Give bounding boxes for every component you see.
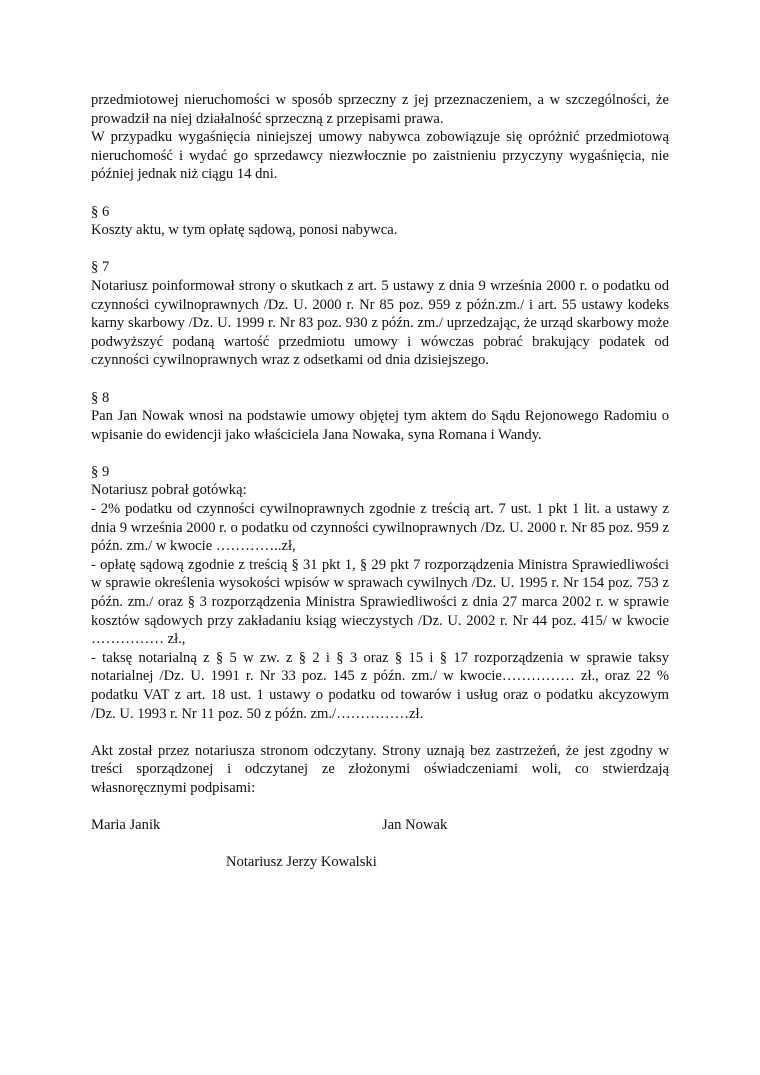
section-9-item-tax: - 2% podatku od czynności cywilnoprawnych zgodnie z treścią art. 7 ust. 1 pkt 1 lit. a ustawy z dnia 9 września 2000 r. o podatku od czynności cywilnoprawnych /Dz. U. 2000 r. Nr 85 poz. 959 z późn. zm./ w kwocie …………..zł, [91,501,669,555]
signature-row [91,816,669,835]
spacer [91,444,669,463]
section-9-item-court-fee: - opłatę sądową zgodnie z treścią § 31 pkt 1, § 29 pkt 7 rozporządzenia Ministra Sprawiedliwości w sprawie określenia wysokości wpisów w sprawach cywilnych /Dz. U. 1995 r. Nr 154 poz. 753 z późn. zm./ oraz § 3 rozporządzenia Ministra Sprawiedliwości z dnia 27 marca 2002 r. w sprawie kosztów sądowych przy zakładaniu ksiąg wieczystych /Dz. U. 2002 r. Nr 44 poz. 415/ w kwocie …………… zł., [91,556,669,648]
spacer [91,723,669,742]
spacer [91,798,669,817]
section-7-heading: § 7 [91,259,110,276]
section-9-heading: § 9 [91,463,110,480]
signature-notary: Notariusz Jerzy Kowalski [226,854,377,871]
section-9-item-notary-fee: - taksę notarialną z § 5 w zw. z § 2 i § 3 oraz § 15 i § 17 rozporządzenia w sprawie taksy notarialnej /Dz. U. 1991 r. Nr 33 poz. 145 z późn. zm./ w kwocie…………… zł., oraz 22 % podatku VAT z art. 18 ust. 1 ustawy o podatku od towarów i usług oraz o podatku akcyzowym /Dz. U. 1993 r. Nr 11 poz. 50 z późn. zm./……………zł. [91,649,669,722]
section-8-text: Pan Jan Nowak wnosi na podstawie umowy objętej tym aktem do Sądu Rejonowego Radomiu o wpisanie do ewidencji jako właściciela Jana Nowaka, syna Romana i Wandy. [91,408,669,443]
spacer [91,240,669,259]
signature-seller: Maria Janik [91,817,161,834]
intro-paragraph-2: W przypadku wygaśnięcia niniejszej umowy nabywca zobowiązuje się opróżnić przedmiotową nieruchomość i wydać go sprzedawcy niezwłocznie po zaistnieniu przyczyny wygaśnięcia, nie później jednak niż ciągu 14 dni. [91,129,669,183]
spacer [91,835,669,854]
spacer [91,184,669,203]
intro-paragraph-1: przedmiotowej nieruchomości w sposób sprzeczny z jej przeznaczeniem, a w szczególności, że prowadził na niej działalność sprzeczną z przepisami prawa. [91,92,669,127]
spacer [91,370,669,389]
section-6-text: Koszty aktu, w tym opłatę sądową, ponosi nabywca. [91,222,398,239]
section-6-heading: § 6 [91,203,110,220]
signature-buyer: Jan Nowak [382,817,448,834]
document-page [91,91,669,872]
closing-text: Akt został przez notariusza stronom odczytany. Strony uznają bez zastrzeżeń, że jest zgodny w treści sporządzonej i odczytanej ze złożonymi oświadczeniami woli, co stwierdzają własnoręcznymi podpisami: [91,742,669,796]
section-8-heading: § 8 [91,389,110,406]
section-7-text: Notariusz poinformował strony o skutkach z art. 5 ustawy z dnia 9 września 2000 r. o podatku od czynności cywilnoprawnych /Dz. U. 2000 r. Nr 85 poz. 959 z późn.zm./ i art. 55 ustawy kodeks karny skarbowy /Dz. U. 1999 r. Nr 83 poz. 930 z późn. zm./ uprzedzając, że urząd skarbowy może podwyższyć podaną wartość przedmiotu umowy i wówczas pobrać brakujący podatek od czynności cywilnoprawnych wraz z odsetkami od dnia dzisiejszego. [91,277,669,369]
section-9-lead: Notariusz pobrał gotówką: [91,482,247,499]
